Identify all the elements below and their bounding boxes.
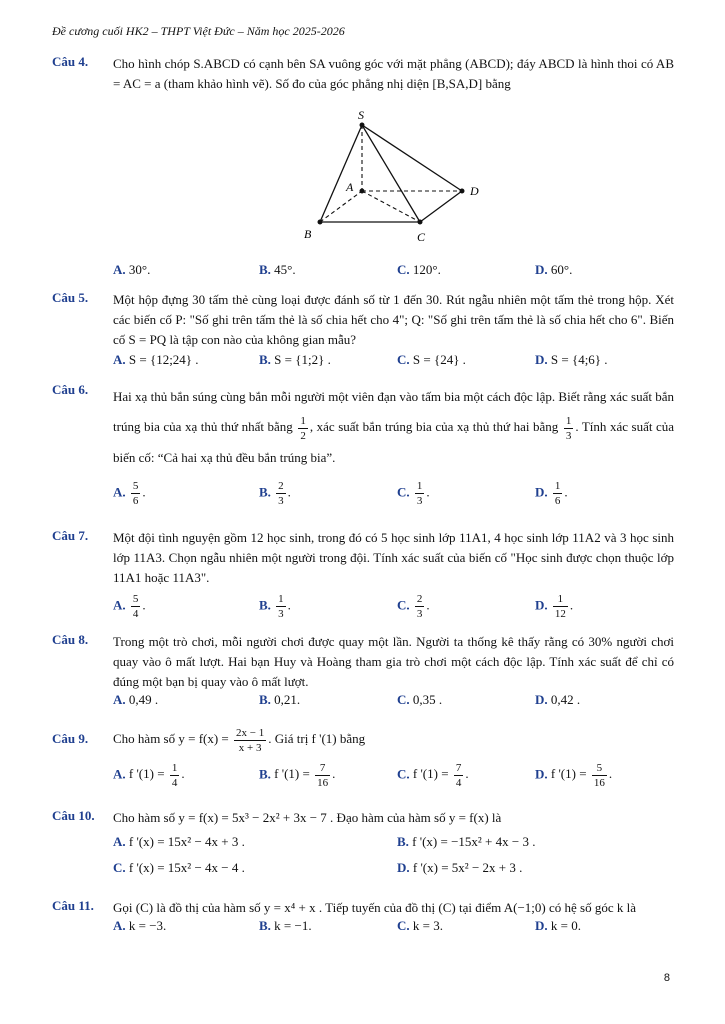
option-d[interactable]: k = 0. — [550, 918, 581, 933]
question-8 — [52, 632, 674, 712]
option-label: C. — [397, 262, 410, 277]
option-b[interactable]: $\frac{2}{3}$ — [278, 479, 284, 507]
point-s — [360, 123, 365, 128]
option-label: D. — [535, 766, 548, 781]
question-text: Cho hàm số y = f(x) = $\frac{2x - 1}{x + 3}$ . Giá trị f '(1) bằng — [113, 726, 366, 754]
question-11 — [52, 898, 674, 938]
option-label: A. — [113, 834, 126, 849]
option-label: B. — [259, 766, 271, 781]
question-text: Cho hình chóp S.ABCD có cạnh bên SA vuông góc với mặt phẳng (ABCD); đáy ABCD là hình thoi có AB = AC = a (tham khảo hình vẽ). Số đo của góc phẳng nhị diện [B,SA,D] bằng — [113, 56, 674, 91]
option-label: C. — [397, 597, 410, 613]
fraction: $\frac{2x - 1}{x + 3}$ — [236, 726, 265, 754]
option-label: B. — [259, 597, 271, 613]
question-number: Câu 9. — [52, 731, 89, 746]
option-a[interactable]: $\frac{5}{4}$ — [132, 593, 139, 620]
fraction: $\frac{1}{3}$ — [565, 414, 572, 442]
option-label: A. — [113, 692, 126, 707]
option-label: C. — [397, 484, 410, 499]
label-d: D — [470, 184, 479, 198]
question-text: Một đội tình nguyện gồm 12 học sinh, trong đó có 5 học sinh lớp 11A1, 4 học sinh lớp 11A2 và 3 học sinh lớp 11A3. Chọn ngẫu nhiên một người trong đội. Tính xác suất của biến cố "Học sinh được chọn thuộc lớp 11A1 hoặc 11A3". — [113, 530, 674, 585]
option-label: D. — [535, 352, 548, 367]
option-label: A. — [113, 352, 126, 367]
option-a[interactable]: f '(x) = 15x² − 4x + 3 . — [128, 834, 245, 849]
option-label: C. — [397, 766, 410, 781]
option-label: B. — [259, 484, 271, 499]
edge-sc — [362, 125, 420, 222]
option-c[interactable]: $\frac{1}{3}$ — [416, 479, 423, 507]
question-number: Câu 6. — [52, 382, 89, 397]
question-6: Câu 6. Hai xạ thủ bắn súng cùng bắn mỗi người một viên đạn vào tấm bia một cách độc lập. Biết rằng xác suất bắn trúng bia của xạ thủ thứ nhất bằng $\frac{1}{2}$ , xác suất bắn trúng bia của xạ thủ thứ hai bằng $\frac{1}{3}$ . Tính xác suất của biến cố: “Cả hai xạ thủ đều bắn trúng bia”. A. $\frac{5}{6}$ . B. $\frac{2}{3}$ . C. $\frac{1}{3}$ . D. $\frac{1}{6}$ . — [52, 382, 675, 507]
question-number: Câu 4. — [52, 54, 89, 69]
label-s: S — [358, 108, 364, 122]
option-label: C. — [397, 352, 410, 367]
option-label: B. — [259, 918, 271, 933]
option-b[interactable]: f '(1) = $\frac{7}{16}$ . — [274, 761, 336, 789]
question-number: Câu 8. — [52, 632, 89, 647]
point-a — [360, 189, 365, 194]
pyramid-figure — [290, 105, 490, 250]
option-c[interactable]: f '(1) = $\frac{7}{4}$ . — [412, 761, 469, 789]
option-b[interactable]: $\frac{1}{3}$ — [278, 593, 284, 620]
option-b[interactable]: k = −1. — [274, 918, 312, 933]
option-label: A. — [113, 262, 126, 277]
option-d[interactable]: f '(1) = $\frac{5}{16}$ . — [550, 761, 613, 789]
edge-sb — [320, 125, 362, 222]
option-label: B. — [259, 692, 271, 707]
option-b[interactable]: S = {1;2} . — [274, 352, 331, 367]
question-text: Một hộp đựng 30 tấm thẻ cùng loại được đánh số từ 1 đến 30. Rút ngẫu nhiên một tấm thẻ trong hộp. Xét các biến cố P: "Số ghi trên tấm thẻ là số chia hết cho 4"; Q: "Số ghi trên tấm thẻ là số chia hết cho 6". Biến cố S = PQ là tập con nào của không gian mẫu? — [113, 292, 674, 347]
option-c[interactable]: f '(x) = 15x² − 4x − 4 . — [128, 860, 245, 875]
page-header: Đề cương cuối HK2 – THPT Việt Đức – Năm học 2025-2026 — [52, 24, 345, 38]
option-label: C. — [113, 860, 126, 875]
option-label: C. — [397, 692, 410, 707]
edge-cd — [420, 191, 462, 222]
point-b — [318, 220, 323, 225]
option-c[interactable]: 0,35 . — [412, 692, 443, 707]
question-7: Câu 7. Một đội tình nguyện gồm 12 học sinh, trong đó có 5 học sinh lớp 11A1, 4 học sinh lớp 11A2 và 3 học sinh lớp 11A3. Chọn ngẫu nhiên một người trong đội. Tính xác suất của biến cố "Học sinh được chọn thuộc lớp 11A1 hoặc 11A3". A. $\frac{5}{4}$ . B. $\frac{1}{3}$ . C. $\frac{2}{3}$ . D. $\frac{1}{12}$ . — [52, 528, 674, 620]
option-label: A. — [113, 484, 126, 499]
question-text: Gọi (C) là đồ thị của hàm số y = x⁴ + x . Tiếp tuyến của đồ thị (C) tại điểm A(−1;0) có hệ số góc k là — [113, 900, 636, 915]
option-b[interactable]: 45°. — [274, 262, 296, 277]
fraction: $\frac{1}{2}$ — [300, 414, 306, 442]
option-a[interactable]: 0,49 . — [128, 692, 159, 707]
question-text: Cho hàm số y = f(x) = 5x³ − 2x² + 3x − 7 . Đạo hàm của hàm số y = f(x) là — [113, 810, 502, 825]
option-d[interactable]: 0,42 . — [550, 692, 581, 707]
question-5 — [52, 290, 674, 372]
question-text: Hai xạ thủ bắn súng cùng bắn mỗi người một viên đạn vào tấm bia một cách độc lập. Biết rằng xác suất bắn trúng bia của xạ thủ thứ nhất bằng $\frac{1}{2}$ , xác suất bắn trúng bia của xạ thủ thứ hai bằng $\frac{1}{3}$ . Tính xác suất của biến cố: “Cả hai xạ thủ đều bắn trúng bia”. — [113, 389, 675, 465]
question-10 — [52, 808, 674, 880]
option-a[interactable]: S = {12;24} . — [128, 352, 199, 367]
page-number: 8 — [663, 972, 670, 984]
label-a: A — [346, 180, 354, 194]
option-a[interactable]: 30°. — [128, 262, 151, 277]
question-text: Trong một trò chơi, mỗi người chơi được quay một lần. Người ta thống kê thấy rằng có 30% người chơi quay vào ô mất lượt. Hai bạn Huy và Hoàng tham gia trò chơi một cách độc lập. Tính xác suất để chỉ có đúng một bạn bị quay vào ô mất lượt. — [113, 634, 674, 689]
point-d — [460, 189, 465, 194]
option-label: D. — [535, 692, 548, 707]
question-number: Câu 7. — [52, 528, 89, 543]
option-d[interactable]: $\frac{1}{12}$ — [554, 593, 566, 620]
option-label: D. — [397, 860, 410, 875]
option-label: C. — [397, 918, 410, 933]
option-c[interactable]: S = {24} . — [412, 352, 466, 367]
point-c — [418, 220, 423, 225]
option-label: D. — [535, 918, 548, 933]
question-number: Câu 5. — [52, 290, 89, 305]
option-d[interactable]: 60°. — [550, 262, 573, 277]
question-4 — [52, 54, 674, 94]
question-number: Câu 10. — [52, 808, 95, 823]
option-label: B. — [259, 262, 271, 277]
option-c[interactable]: 120°. — [412, 262, 441, 277]
option-label: D. — [535, 262, 548, 277]
option-b[interactable]: 0,21. — [274, 692, 301, 707]
option-d[interactable]: $\frac{1}{6}$ — [554, 479, 561, 507]
edge-sd — [362, 125, 462, 191]
option-c[interactable]: k = 3. — [412, 918, 443, 933]
question-number: Câu 11. — [52, 898, 94, 913]
option-d[interactable]: f '(x) = 5x² − 2x + 3 . — [412, 860, 523, 875]
option-label: A. — [113, 766, 126, 781]
option-d[interactable]: S = {4;6} . — [550, 352, 608, 367]
option-c[interactable]: $\frac{2}{3}$ — [416, 593, 423, 620]
option-label: D. — [535, 484, 548, 499]
option-label: D. — [535, 597, 548, 613]
label-b: B — [304, 227, 312, 241]
question-9 — [52, 724, 674, 793]
option-label: B. — [259, 352, 271, 367]
option-label: A. — [113, 597, 126, 613]
option-label: B. — [397, 834, 409, 849]
label-c: C — [417, 230, 426, 244]
option-b[interactable]: f '(x) = −15x² + 4x − 3 . — [412, 834, 536, 849]
option-a[interactable]: $\frac{5}{6}$ — [132, 479, 139, 507]
option-a[interactable]: f '(1) = $\frac{1}{4}$ . — [128, 761, 185, 789]
option-label: A. — [113, 918, 126, 933]
options-4 — [52, 262, 674, 282]
option-a[interactable]: k = −3. — [128, 918, 167, 933]
